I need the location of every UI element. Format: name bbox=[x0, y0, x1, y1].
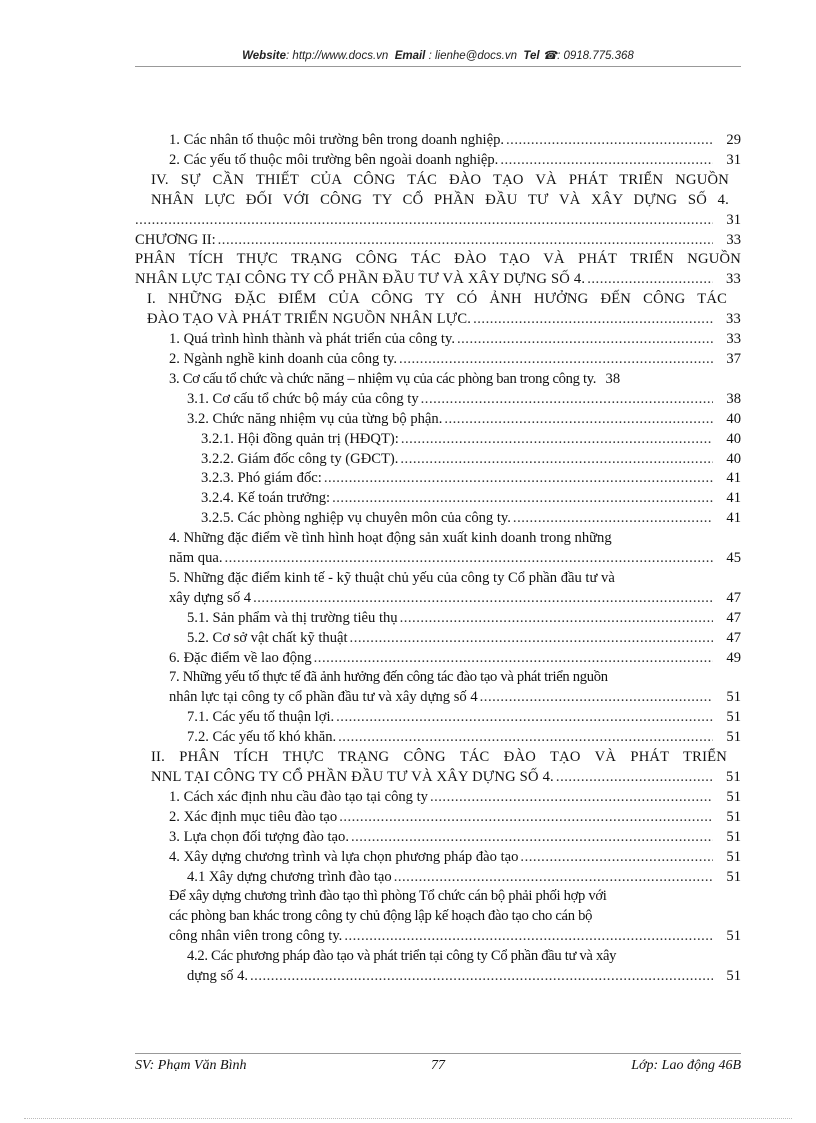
dot-leader bbox=[400, 450, 713, 470]
toc-page-number: 33 bbox=[726, 231, 741, 248]
toc-entry-title-cont: NNL TẠI CÔNG TY CỔ PHẦN ĐẦU TƯ VÀ XÂY DỰNG SỐ 4. bbox=[151, 769, 554, 785]
toc-entry[interactable] bbox=[135, 668, 741, 708]
website-url[interactable]: : http://www.docs.vn bbox=[286, 50, 389, 62]
student-name: SV: Phạm Văn Bình bbox=[135, 1058, 247, 1073]
page-edge bbox=[24, 1118, 792, 1119]
footer-divider bbox=[135, 1053, 741, 1054]
dot-leader bbox=[400, 609, 713, 629]
toc-page-number: 33 bbox=[726, 271, 741, 288]
toc-entry[interactable] bbox=[135, 649, 741, 669]
toc-entry-title: 3.2.2. Giám đốc công ty (GĐCT). bbox=[201, 450, 399, 467]
page-header bbox=[135, 48, 741, 62]
toc-entry-title: 3.2.1. Hội đồng quản trị (HĐQT): bbox=[201, 430, 399, 447]
toc-entry-title: 6. Đặc điểm về lao động bbox=[169, 649, 312, 666]
dot-leader bbox=[473, 310, 713, 330]
toc-entry[interactable] bbox=[135, 469, 741, 489]
dot-leader bbox=[399, 350, 713, 370]
email-address[interactable]: : lienhe@docs.vn bbox=[428, 50, 517, 62]
toc-entry[interactable] bbox=[135, 629, 741, 649]
table-of-contents bbox=[135, 131, 741, 987]
toc-page-number: 51 bbox=[726, 868, 741, 885]
toc-page-number: 51 bbox=[726, 689, 741, 706]
toc-entry-title: 4.2. Các phương pháp đào tạo và phát triển tại công ty Cổ phần đầu tư và xây bbox=[187, 948, 617, 965]
phone-icon: ☎ bbox=[542, 50, 558, 62]
dot-leader bbox=[513, 509, 713, 529]
dot-leader bbox=[394, 868, 713, 888]
toc-entry[interactable] bbox=[135, 410, 741, 430]
toc-entry-title: 3. Cơ cấu tổ chức và chức năng – nhiệm vụ của các phòng ban trong công ty. bbox=[169, 370, 597, 387]
toc-entry-title: 2. Xác định mục tiêu đào tạo bbox=[169, 808, 338, 825]
toc-entry[interactable] bbox=[135, 171, 741, 211]
toc-entry-title: II. PHÂN TÍCH THỰC TRẠNG CÔNG TÁC ĐÀO TẠO VÀ PHÁT TRIỂN bbox=[151, 749, 727, 766]
toc-page-number: 47 bbox=[726, 589, 741, 606]
toc-entry-title: 3.2.5. Các phòng nghiệp vụ chuyên môn của công ty. bbox=[201, 510, 511, 527]
toc-page-number: 51 bbox=[726, 709, 741, 726]
email-label: Email bbox=[394, 50, 426, 62]
toc-entry[interactable] bbox=[135, 529, 741, 569]
toc-page-number: 45 bbox=[726, 550, 741, 567]
dot-leader bbox=[344, 927, 713, 947]
class-name: Lớp: Lao động 46B bbox=[631, 1058, 741, 1073]
toc-entry-title: 1. Các nhân tố thuộc môi trường bên trong doanh nghiệp. bbox=[169, 132, 505, 148]
dot-leader bbox=[351, 828, 713, 848]
dot-leader bbox=[457, 330, 713, 350]
toc-entry-title-cont: công nhân viên trong công ty. bbox=[169, 928, 343, 945]
toc-entry-title: IV. SỰ CẦN THIẾT CỦA CÔNG TÁC ĐÀO TẠO VÀ PHÁT TRIỂN NGUỒN bbox=[151, 171, 729, 188]
toc-entry-title: 3. Lựa chọn đối tượng đào tạo. bbox=[169, 828, 349, 845]
dot-leader bbox=[350, 629, 713, 649]
toc-entry[interactable] bbox=[135, 131, 741, 151]
toc-entry[interactable] bbox=[135, 250, 741, 290]
toc-entry[interactable] bbox=[135, 728, 741, 748]
toc-page-number: 31 bbox=[726, 211, 741, 228]
toc-entry[interactable] bbox=[135, 808, 741, 828]
toc-entry[interactable] bbox=[135, 868, 741, 888]
website-label: Website bbox=[242, 50, 287, 62]
toc-page-number: 51 bbox=[726, 968, 741, 985]
toc-entry-title: 1. Quá trình hình thành và phát triển của công ty. bbox=[169, 331, 455, 348]
toc-page-number: 49 bbox=[726, 649, 741, 666]
toc-entry[interactable] bbox=[135, 390, 741, 410]
toc-entry[interactable] bbox=[135, 609, 741, 629]
dot-leader bbox=[253, 589, 713, 609]
dot-leader bbox=[587, 270, 713, 290]
toc-entry[interactable] bbox=[135, 887, 741, 947]
toc-entry-title-cont: năm qua. bbox=[169, 550, 223, 567]
toc-entry-title: 5.1. Sản phẩm và thị trường tiêu thụ bbox=[187, 609, 398, 626]
toc-entry-title: 3.2.4. Kế toán trưởng: bbox=[201, 490, 331, 507]
toc-page-number: 51 bbox=[726, 828, 741, 845]
dot-leader bbox=[225, 549, 714, 569]
toc-page-number: 40 bbox=[726, 430, 741, 447]
toc-entry[interactable] bbox=[135, 430, 741, 450]
tel-label: Tel bbox=[523, 50, 540, 62]
toc-entry[interactable] bbox=[135, 290, 741, 330]
toc-entry-leader-line bbox=[135, 211, 741, 231]
toc-entry[interactable] bbox=[135, 151, 741, 171]
toc-entry-title: 4.1 Xây dựng chương trình đào tạo bbox=[187, 868, 392, 885]
toc-entry[interactable] bbox=[135, 509, 741, 529]
toc-page-number: 40 bbox=[726, 410, 741, 427]
toc-page-number: 51 bbox=[726, 808, 741, 825]
toc-page-number: 33 bbox=[726, 331, 741, 348]
toc-entry-title: 3.2.3. Phó giám đốc: bbox=[201, 470, 322, 487]
toc-page-number: 41 bbox=[726, 490, 741, 507]
toc-page-number: 51 bbox=[726, 848, 741, 865]
dot-leader bbox=[556, 768, 713, 788]
toc-entry-title: Để xây dựng chương trình đào tạo thì phòng Tổ chức cán bộ phải phối hợp với bbox=[169, 888, 607, 905]
toc-page-number: 51 bbox=[726, 928, 741, 945]
toc-page-number: 41 bbox=[726, 470, 741, 487]
dot-leader bbox=[324, 469, 713, 489]
toc-entry-title: 4. Xây dựng chương trình và lựa chọn phương pháp đào tạo bbox=[169, 848, 519, 865]
dot-leader bbox=[480, 688, 713, 708]
toc-entry[interactable] bbox=[135, 489, 741, 509]
dot-leader bbox=[336, 708, 713, 728]
toc-page-number: 47 bbox=[726, 629, 741, 646]
toc-page-number: 33 bbox=[726, 311, 741, 328]
page-number: 77 bbox=[431, 1058, 445, 1073]
toc-entry-title: 1. Cách xác định nhu cầu đào tạo tại công ty bbox=[169, 788, 428, 805]
toc-entry[interactable] bbox=[135, 828, 741, 848]
dot-leader bbox=[218, 231, 713, 251]
dot-leader bbox=[401, 430, 713, 450]
toc-page-number: 41 bbox=[726, 510, 741, 527]
toc-entry-title-cont: các phòng ban khác trong công ty chủ động lập kế hoạch đào tạo cho cán bộ bbox=[169, 908, 593, 925]
toc-entry[interactable] bbox=[135, 708, 741, 728]
toc-page-number: 37 bbox=[726, 350, 741, 367]
toc-entry[interactable] bbox=[135, 848, 741, 868]
toc-entry-title-cont: NHÂN LỰC TẠI CÔNG TY CỔ PHẦN ĐẦU TƯ VÀ XÂY DỰNG SỐ 4. bbox=[135, 271, 586, 288]
toc-entry-title: 5. Những đặc điểm kinh tế - kỹ thuật chủ yếu của công ty Cổ phần đầu tư và bbox=[169, 569, 615, 586]
toc-page-number: 40 bbox=[726, 450, 741, 467]
toc-entry-title: PHÂN TÍCH THỰC TRẠNG CÔNG TÁC ĐÀO TẠO VÀ PHÁT TRIỂN NGUỒN bbox=[135, 251, 741, 268]
toc-entry-title-cont: dựng số 4. bbox=[187, 968, 249, 985]
dot-leader bbox=[339, 808, 713, 828]
dot-leader bbox=[135, 211, 713, 231]
toc-entry-title-cont: NHÂN LỰC ĐỐI VỚI CÔNG TY CỔ PHẦN ĐẦU TƯ VÀ XÂY DỰNG SỐ 4. bbox=[151, 191, 729, 208]
tel-number: : 0918.775.368 bbox=[557, 50, 634, 62]
toc-entry[interactable] bbox=[135, 450, 741, 470]
toc-page-number: 51 bbox=[726, 729, 741, 746]
dot-leader bbox=[332, 489, 713, 509]
toc-page-number: 38 bbox=[605, 370, 621, 387]
dot-leader bbox=[338, 728, 713, 748]
toc-entry-title: 4. Những đặc điểm về tình hình hoạt động sản xuất kinh doanh trong những bbox=[169, 530, 612, 547]
toc-entry-title: 7.1. Các yếu tố thuận lợi. bbox=[187, 709, 335, 726]
toc-entry[interactable] bbox=[135, 231, 741, 251]
toc-entry-title: 2. Ngành nghề kinh doanh của công ty. bbox=[169, 350, 398, 367]
dot-leader bbox=[430, 788, 713, 808]
toc-entry-title-cont: nhân lực tại công ty cổ phần đầu tư và xây dựng số 4 bbox=[169, 689, 478, 706]
toc-entry-title: 7. Những yếu tố thực tế đã ảnh hưởng đến công tác đào tạo và phát triển nguồn bbox=[169, 669, 608, 686]
toc-entry[interactable] bbox=[135, 748, 741, 788]
toc-page-number: 51 bbox=[726, 788, 741, 805]
dot-leader bbox=[520, 848, 713, 868]
toc-page-number: 51 bbox=[726, 769, 741, 785]
toc-entry[interactable] bbox=[135, 350, 741, 370]
dot-leader bbox=[314, 649, 713, 669]
toc-entry[interactable] bbox=[135, 569, 741, 609]
dot-leader bbox=[506, 131, 713, 151]
toc-page-number: 47 bbox=[726, 609, 741, 626]
dot-leader bbox=[500, 151, 713, 171]
toc-entry-title: 3.1. Cơ cấu tổ chức bộ máy của công ty bbox=[187, 390, 419, 407]
dot-leader bbox=[250, 967, 713, 987]
toc-entry-title: CHƯƠNG II: bbox=[135, 231, 216, 248]
toc-entry-title-cont: ĐÀO TẠO VÀ PHÁT TRIỂN NGUỒN NHÂN LỰC. bbox=[147, 311, 472, 328]
toc-entry-title: 7.2. Các yếu tố khó khăn. bbox=[187, 729, 337, 746]
toc-entry-title: 5.2. Cơ sở vật chất kỹ thuật bbox=[187, 629, 348, 646]
toc-page-number: 38 bbox=[726, 390, 741, 407]
toc-entry-title-cont: xây dựng số 4 bbox=[169, 589, 252, 606]
toc-page-number: 31 bbox=[726, 151, 741, 168]
dot-leader bbox=[421, 390, 713, 410]
toc-entry[interactable] bbox=[135, 788, 741, 808]
toc-entry-title: I. NHỮNG ĐẶC ĐIỂM CỦA CÔNG TY CÓ ẢNH HƯỞNG ĐẾN CÔNG TÁC bbox=[147, 291, 727, 308]
toc-entry[interactable] bbox=[135, 330, 741, 350]
dot-leader bbox=[444, 410, 713, 430]
toc-page-number: 29 bbox=[726, 132, 741, 148]
toc-entry[interactable] bbox=[135, 947, 741, 987]
toc-entry-title: 3.2. Chức năng nhiệm vụ của từng bộ phận. bbox=[187, 410, 443, 427]
toc-entry-title: 2. Các yếu tố thuộc môi trường bên ngoài doanh nghiệp. bbox=[169, 151, 499, 168]
toc-entry[interactable] bbox=[135, 370, 741, 390]
header-divider bbox=[135, 66, 741, 67]
